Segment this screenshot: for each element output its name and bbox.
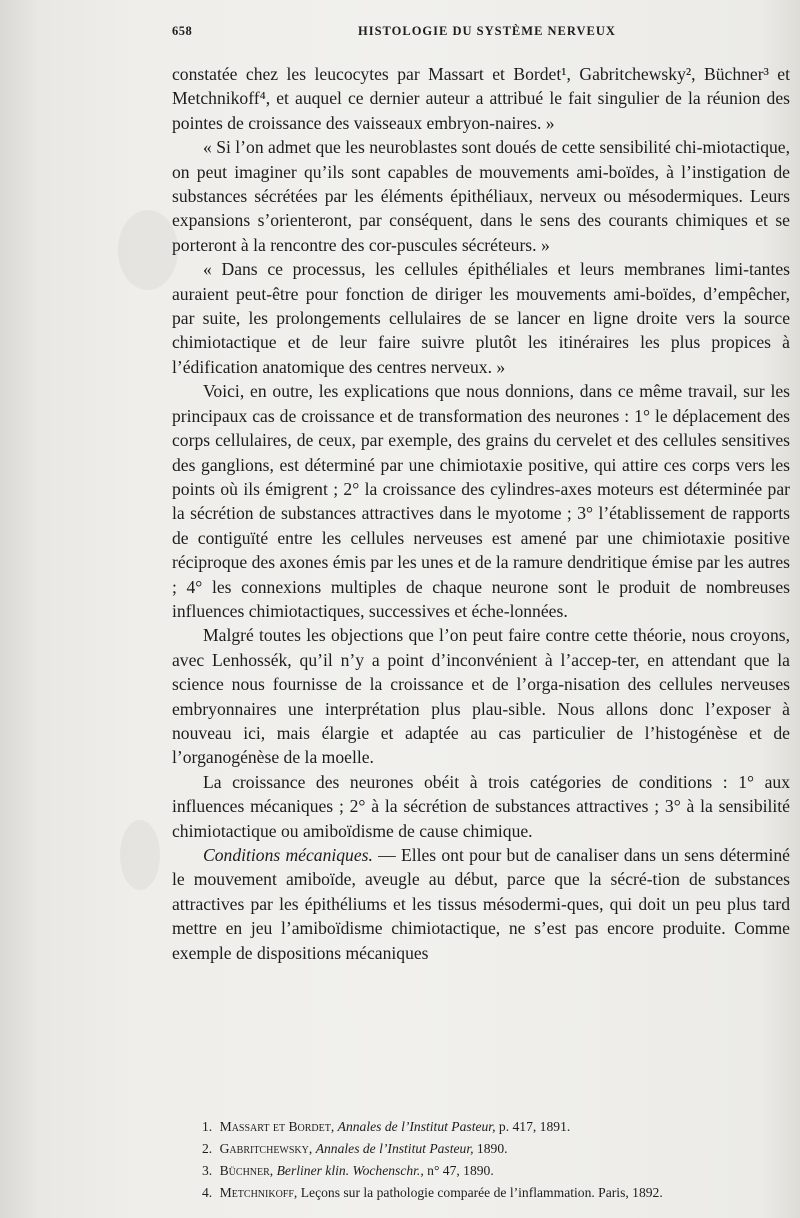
- footnote-author: Metchnikoff,: [219, 1185, 298, 1200]
- footnote-number: 3.: [202, 1163, 213, 1178]
- footnote-author: Gabritchewsky,: [219, 1141, 313, 1156]
- footnote-number: 2.: [202, 1141, 213, 1156]
- paper-stain: [120, 820, 160, 890]
- footnote-details: 1890.: [476, 1141, 508, 1156]
- paragraph-continuation: constatée chez les leucocytes par Massart et Bordet¹, Gabritchewsky², Büchner³ et Metchnikoff⁴, et auquel ce dernier auteur a attribué le fait singulier de la réunion des pointes de croissance des vaisseaux embryon-naires. »: [172, 64, 790, 133]
- footnote-details: p. 417, 1891.: [498, 1119, 571, 1134]
- paragraph-explanations: Voici, en outre, les explications que nous donnions, dans ce même travail, sur les principaux cas de croissance et de transformation des neurones : 1° le déplacement des corps cellulaires, de ceux, par exemple, des grains du cervelet et des cellules sensitives des ganglions, est déterminé par une chimiotaxie positive, qui attire ces corps vers les points où ils émigrent ; 2° la croissance des cylindres-axes moteurs est déterminée par la sécrétion de substances attractives dans le myotome ; 3° l’établissement de rapports de contiguïté entre les cellules nerveuses est amené par une chimiotaxie positive réciproque des axones émis par les unes et de la ramure dendritique émise par les autres ; 4° les connexions multiples de chaque neurone sont le produit de nombreuses influences chimiotactiques, successives et éche-lonnées.: [172, 381, 790, 621]
- body-text: [172, 62, 790, 965]
- paragraph-objections: Malgré toutes les objections que l’on peut faire contre cette théorie, nous croyons, avec Lenhossék, qu’il n’y a point d’inconvénient à l’accep-ter, en attendant que la science nous fournisse de la croissance et de l’orga-nisation des cellules nerveuses embryonnaires une interprétation plus plau-sible. Nous allons donc l’exposer à nouveau ici, mais élargie et adaptée au cas particulier de l’histogénèse et de l’organogénèse de la moelle.: [172, 625, 790, 768]
- footnote-author: Büchner,: [219, 1163, 274, 1178]
- paragraph-quote-process: « Dans ce processus, les cellules épithéliales et leurs membranes limi-tantes auraient peut-être pour fonction de diriger les mouvements ami-boïdes, d’empêcher, par suite, les prolongements cellulaires de se lancer en ligne droite vers la source chimiotactique et de leur faire suivre plutôt les itinéraires les plus propices à l’édification anatomique des centres nerveux. »: [172, 259, 790, 377]
- paragraph-mechanical-conditions: [172, 843, 790, 965]
- footnotes: [202, 1116, 792, 1204]
- running-header: [172, 20, 792, 44]
- footnote-number: 1.: [202, 1119, 213, 1134]
- paper-stain: [118, 210, 178, 290]
- footnote: [202, 1160, 792, 1182]
- paragraph-quote-neuroblasts: « Si l’on admet que les neuroblastes sont doués de cette sensibilité chi-miotactique, on peut imaginer qu’ils sont capables de mouvements ami-boïdes, à l’instigation de substances sécrétées par les éléments épithéliaux, nerveux ou mésodermiques. Leurs expansions s’orienteront, par conséquent, dans le sens des courants chimiques et se porteront à la rencontre des cor-puscules sécréteurs. »: [172, 137, 790, 255]
- footnote-details: Leçons sur la pathologie comparée de l’inflammation. Paris, 1892.: [300, 1185, 663, 1200]
- italic-heading: Conditions mécaniques.: [203, 845, 373, 865]
- footnote: [202, 1182, 792, 1204]
- footnote-details: n° 47, 1890.: [427, 1163, 494, 1178]
- footnote-author: Massart et Bordet,: [219, 1119, 335, 1134]
- paragraph-text: — Elles ont pour but de canaliser dans un sens déterminé le mouvement amiboïde, aveugle au début, parce que la sécré-tion de substances attractives par les épithéliums et les tissus mésodermi-ques, qui doit un peu plus tard mettre en jeu l’amiboïdisme chimiotactique, ne s’est pas encore produite. Comme exemple de dispositions mécaniques: [172, 845, 790, 963]
- footnote-journal: Annales de l’Institut Pasteur,: [337, 1119, 496, 1134]
- footnote: [202, 1138, 792, 1160]
- footnote-journal: Berliner klin. Wochenschr.,: [276, 1163, 424, 1178]
- footnote-number: 4.: [202, 1185, 213, 1200]
- page-number: 658: [172, 24, 193, 38]
- paragraph-conditions: La croissance des neurones obéit à trois catégories de conditions : 1° aux influences mécaniques ; 2° à la sécrétion de substances attractives ; 3° à la sensibilité chimiotactique ou amiboïdisme de cause chimique.: [172, 771, 790, 841]
- footnote-journal: Annales de l’Institut Pasteur,: [315, 1141, 474, 1156]
- running-title: HISTOLOGIE DU SYSTÈME NERVEUX: [358, 24, 616, 38]
- footnote: [202, 1116, 792, 1138]
